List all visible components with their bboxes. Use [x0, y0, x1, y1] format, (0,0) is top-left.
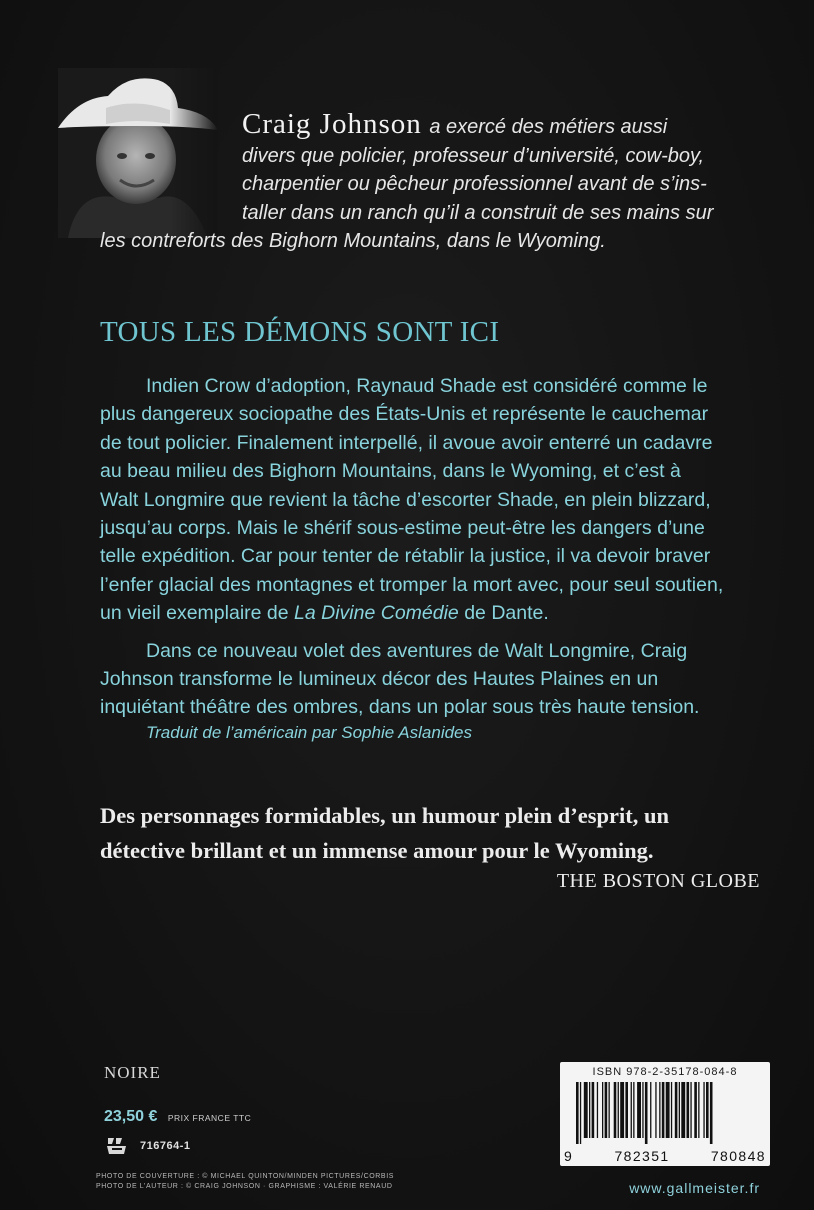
barcode-bar — [605, 1082, 608, 1138]
author-bio-line: a exercé des métiers aussi — [429, 116, 668, 138]
synopsis-line: l’enfer glacial des montagnes et tromper la mort avec, pour seul soutien, — [100, 573, 724, 596]
synopsis-text: de Dante. — [458, 602, 549, 625]
website-url: www.gallmeister.fr — [629, 1180, 760, 1196]
barcode-bar — [710, 1082, 713, 1144]
author-bio — [100, 108, 714, 256]
collection-name: NOIRE — [104, 1063, 161, 1082]
barcode-bar — [698, 1082, 699, 1138]
barcode-box — [560, 1062, 770, 1166]
barcode-bar — [662, 1082, 665, 1138]
synopsis-line: Indien Crow d’adoption, Raynaud Shade est considéré comme le — [146, 375, 708, 397]
barcode-bar — [690, 1082, 691, 1138]
barcode-bar — [631, 1082, 632, 1138]
quote-line: détective brillant et un immense amour pour le Wyoming. — [100, 838, 654, 863]
translator-credit: Traduit de l’américain par Sophie Aslanides — [146, 723, 473, 742]
barcode-bar — [625, 1082, 628, 1138]
cited-work-title: La Divine Comédie — [294, 602, 459, 625]
product-code: 716764-1 — [140, 1140, 191, 1152]
book-title: TOUS LES DÉMONS SONT ICI — [100, 316, 500, 348]
credit-line: PHOTO DE COUVERTURE : © MICHAEL QUINTON/MINDEN PICTURES/CORBIS — [96, 1173, 395, 1180]
synopsis-line: Dans ce nouveau volet des aventures de Walt Longmire, Craig — [146, 639, 688, 662]
barcode-bar — [580, 1082, 581, 1144]
price-row — [104, 1108, 251, 1126]
barcode-bar — [687, 1082, 690, 1138]
barcode-bar — [592, 1082, 595, 1138]
barcode-bar — [589, 1082, 590, 1138]
barcode-bar — [597, 1082, 598, 1138]
barcode-bar — [659, 1082, 660, 1138]
barcode-bar — [602, 1082, 603, 1138]
author-bio-line: divers que policier, professeur d’université, cow-boy, — [242, 144, 705, 167]
barcode-bar — [666, 1082, 670, 1138]
barcode-bar — [650, 1082, 651, 1138]
isbn: ISBN 978-2-35178-084-8 — [592, 1066, 738, 1078]
barcode-bar — [584, 1082, 588, 1138]
barcode-bar — [614, 1082, 617, 1138]
synopsis-line: Johnson transforme le lumineux décor des Hautes Plaines en un — [100, 668, 659, 691]
barcode-digit-group: 9 — [564, 1148, 574, 1164]
barcode-bar — [609, 1082, 610, 1138]
barcode-bar — [655, 1082, 656, 1138]
barcode-digit-group: 780848 — [710, 1148, 766, 1164]
photo-credits — [96, 1172, 394, 1192]
press-quote — [100, 798, 770, 868]
barcode-bar — [618, 1082, 619, 1138]
author-bio-line: les contreforts des Bighorn Mountains, dans le Wyoming. — [100, 230, 606, 252]
synopsis-line: telle expédition. Car pour tenter de rétablir la justice, il va devoir braver — [100, 545, 711, 568]
barcode-bar — [645, 1082, 648, 1144]
barcode-bar — [679, 1082, 680, 1138]
synopsis-line: jusqu’au corps. Mais le shérif sous-estime peut-être les dangers d’une — [100, 517, 705, 540]
author-bio-line: charpentier ou pêcheur professionnel avant de s’ins- — [242, 173, 707, 195]
code-row — [104, 1136, 191, 1156]
author-bio-line: taller dans un ranch qu’il a construit de ses mains sur — [242, 201, 714, 224]
barcode-bar — [706, 1082, 709, 1138]
barcode-digit-group: 782351 — [614, 1148, 670, 1164]
credit-line: PHOTO DE L’AUTEUR : © CRAIG JOHNSON · GRAPHISME : VALÉRIE RENAUD — [96, 1183, 393, 1190]
barcode-bar — [642, 1082, 643, 1138]
synopsis-text: un vieil exemplaire de — [100, 602, 295, 625]
price: 23,50 € — [104, 1108, 158, 1125]
barcode-digits — [564, 1148, 766, 1164]
barcode-bar — [694, 1082, 697, 1138]
barcode-bar — [681, 1082, 685, 1138]
synopsis-line: de tout policier. Finalement interpellé, il avoue avoir enterré un cadavre — [100, 431, 713, 454]
barcode-bar — [576, 1082, 579, 1144]
synopsis — [100, 372, 770, 722]
barcode-bar — [675, 1082, 678, 1138]
price-note: PRIX FRANCE TTC — [167, 1113, 252, 1123]
synopsis-line: au beau milieu des Bighorn Mountains, dans le Wyoming, et c’est à — [100, 460, 681, 483]
author-name: Craig Johnson — [242, 108, 422, 140]
barcode-bar — [633, 1082, 634, 1138]
synopsis-line: Walt Longmire que revient la tâche d’escorter Shade, en plein blizzard, — [100, 488, 711, 511]
synopsis-line — [100, 599, 770, 627]
barcode-bar — [671, 1082, 672, 1138]
barcode-icon — [574, 1082, 756, 1144]
synopsis-line: plus dangereux sociopathe des États-Unis et représente le cauchemar — [100, 403, 709, 426]
publisher-logo-icon — [104, 1136, 130, 1156]
synopsis-line: inquiétant théâtre des ombres, dans un polar sous très haute tension. — [100, 696, 700, 719]
quote-line: Des personnages formidables, un humour plein d’esprit, un — [100, 803, 670, 828]
barcode-bar — [703, 1082, 704, 1138]
barcode-bar — [620, 1082, 624, 1138]
quote-source: THE BOSTON GLOBE — [556, 870, 760, 892]
barcode-bar — [637, 1082, 641, 1138]
